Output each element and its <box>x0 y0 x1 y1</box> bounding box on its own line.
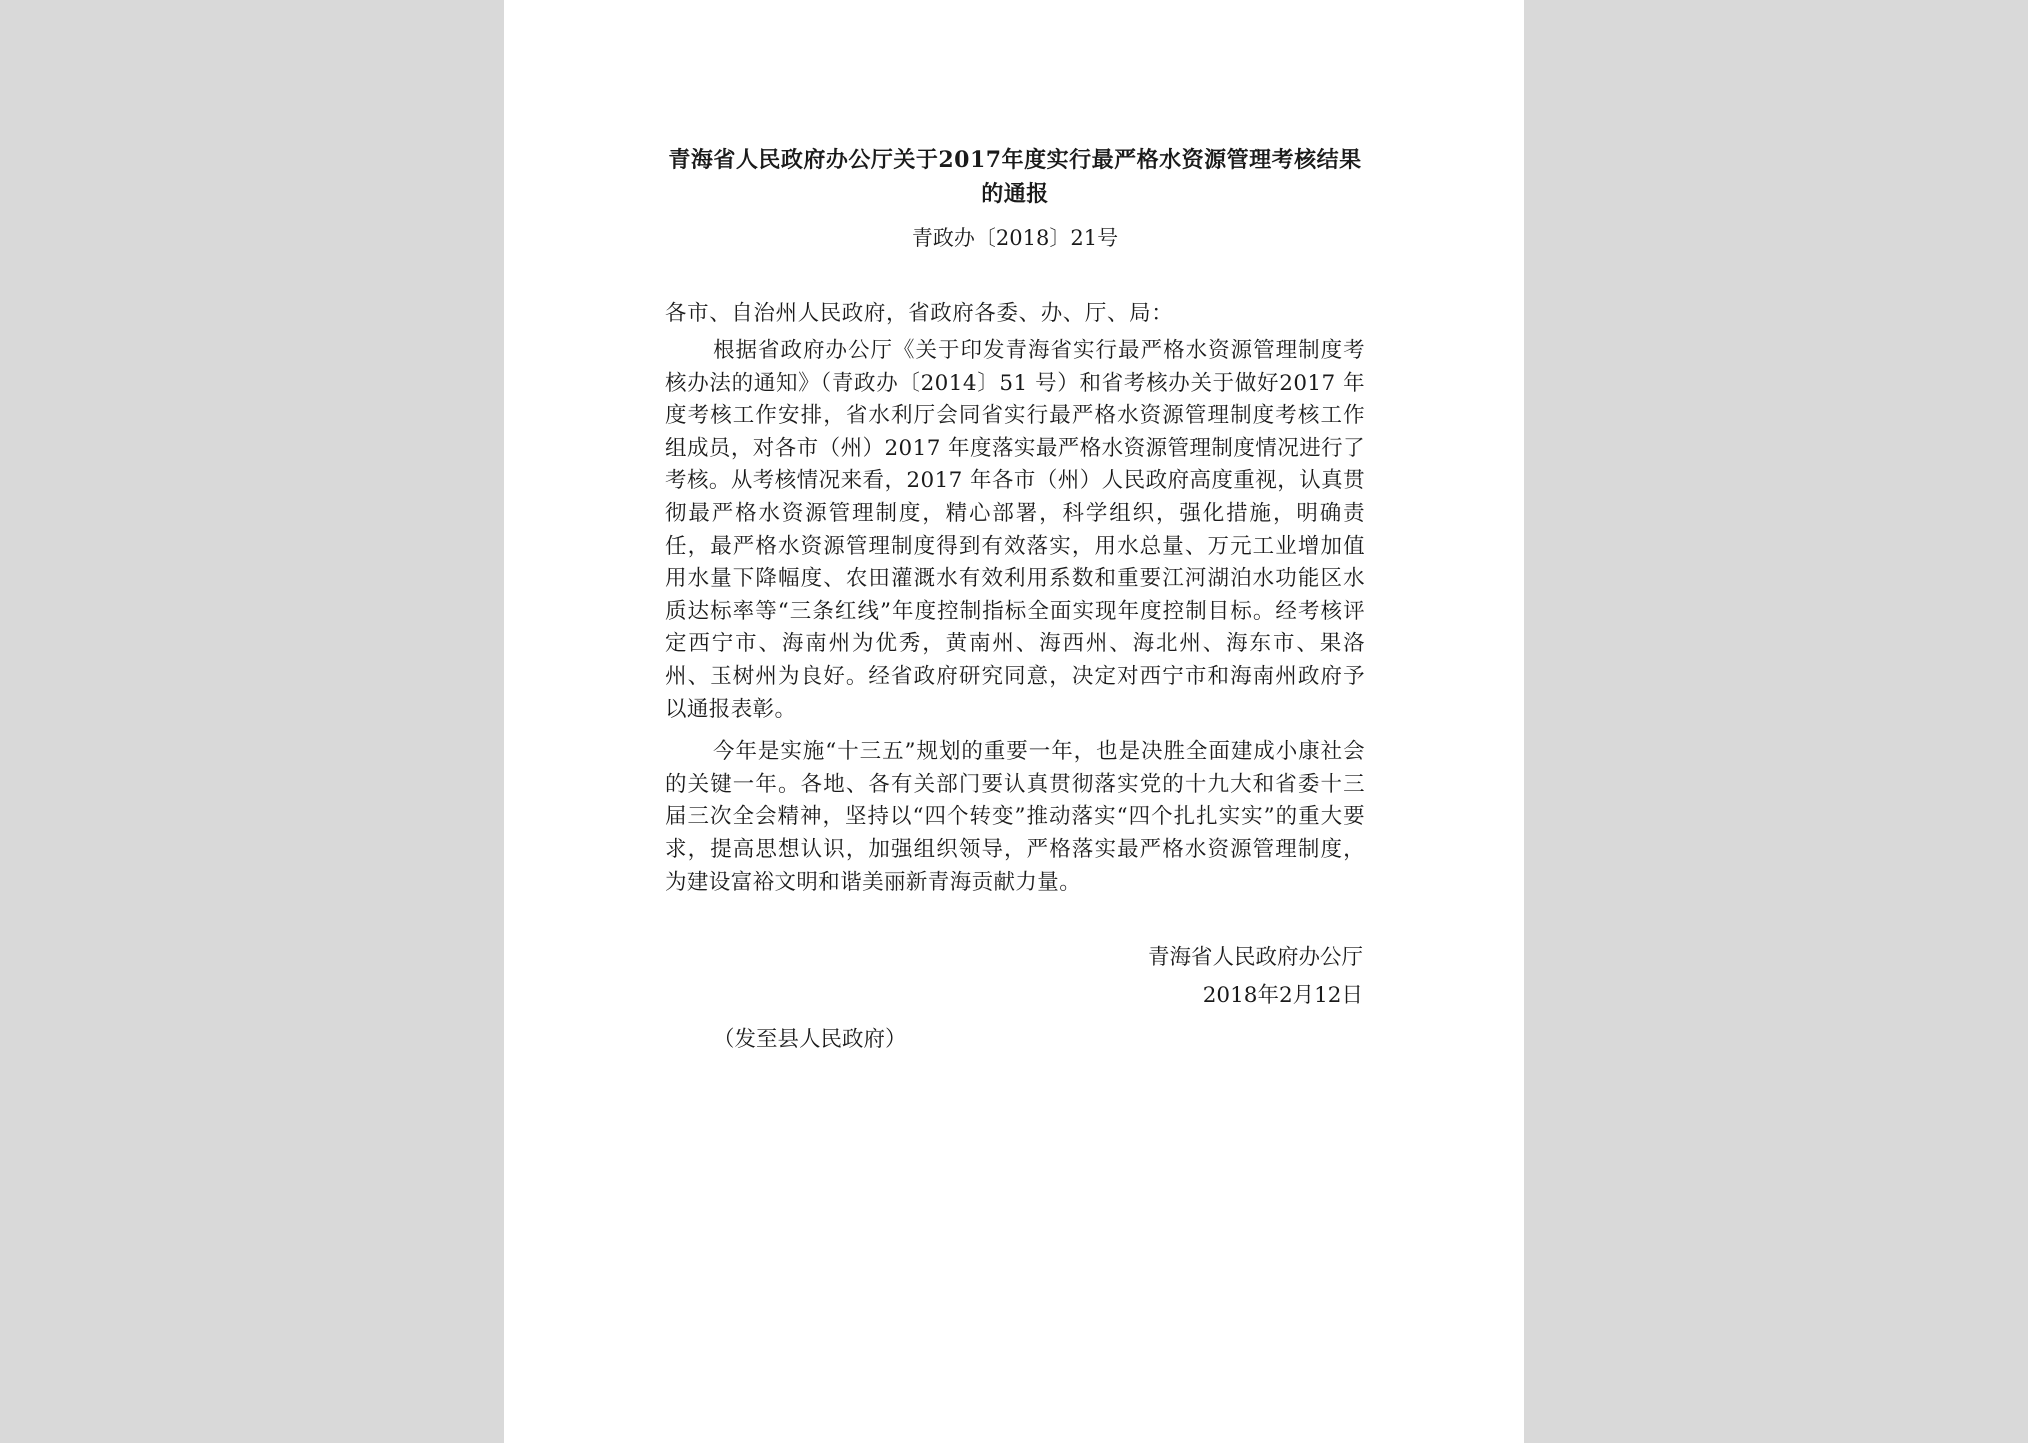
signature-organization: 青海省人民政府办公厅 <box>1147 945 1363 971</box>
body-paragraph-2: 今年是实施“十三五”规划的重要一年，也是决胜全面建成小康社会的关键一年。各地、各有关部门要认真贯彻落实党的十九大和省委十三届三次全会精神，坚持以“四个转变”推动落实“四个扎扎实实”的重大要求，提高思想认识，加强组织领导，严格落实最严格水资源管理制度，为建设富裕文明和谐美丽新青海贡献力量。 <box>665 739 1365 895</box>
document-content <box>665 143 1365 1055</box>
body-paragraph-1: 根据省政府办公厅《关于印发青海省实行最严格水资源管理制度考核办法的通知》（青政办〔2014〕51 号）和省考核办关于做好2017 年度考核工作安排，省水利厅会同省实行最严格水资源管理制度考核工作组成员，对各市（州）2017 年度落实最严格水资源管理制度情况进行了考核。从考核情况来看，2017 年各市（州）人民政府高度重视，认真贯彻最严格水资源管理制度，精心部署，科学组织，强化措施，明确责任，最严格水资源管理制度得到有效落实，用水总量、万元工业增加值用水量下降幅度、农田灌溉水有效利用系数和重要江河湖泊水功能区水质达标率等“三条红线”年度控制指标全面实现年度控制目标。经考核评定西宁市、海南州为优秀，黄南州、海西州、海北州、海东市、果洛州、玉树州为良好。经省政府研究同意，决定对西宁市和海南州政府予以通报表彰。 <box>665 338 1365 722</box>
signature-block <box>665 939 1365 1015</box>
document-number: 青政办〔2018〕21号 <box>911 226 1119 250</box>
distribution-note: （发至县人民政府） <box>713 1027 907 1053</box>
document-title: 青海省人民政府办公厅关于2017年度实行最严格水资源管理考核结果的通报 <box>668 147 1362 207</box>
document-page <box>504 0 1524 1443</box>
salutation: 各市、自治州人民政府，省政府各委、办、厅、局： <box>665 301 1174 326</box>
signature-date: 2018年2月12日 <box>1202 983 1363 1009</box>
